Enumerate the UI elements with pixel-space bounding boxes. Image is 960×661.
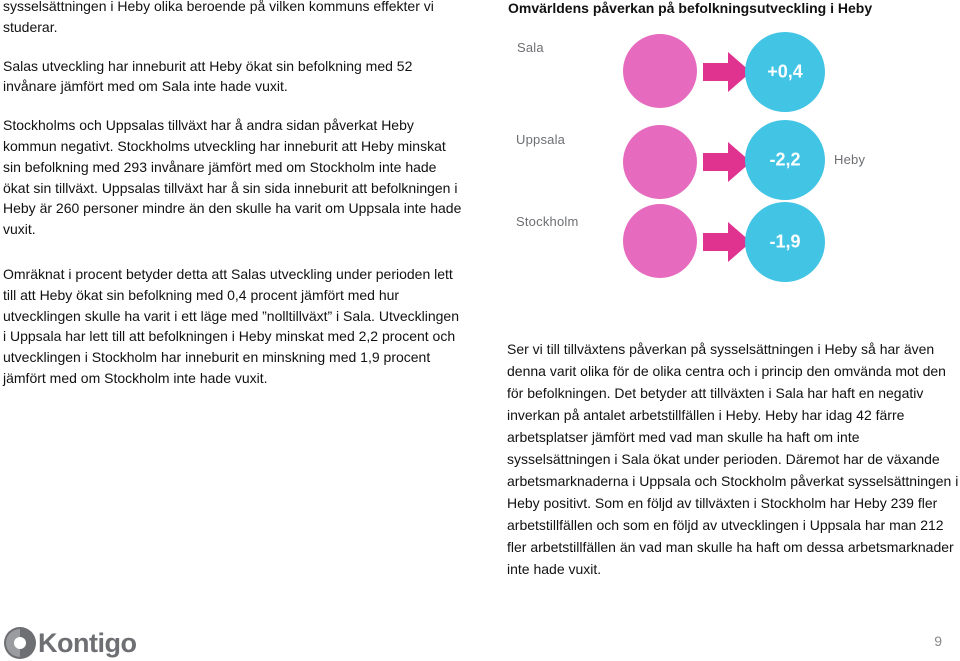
arrow-right-icon xyxy=(703,52,751,92)
influence-diagram xyxy=(507,24,960,281)
logo-text: Kontigo xyxy=(38,627,137,658)
page-number: 9 xyxy=(934,633,942,649)
kontigo-logo xyxy=(3,625,136,661)
label-heby: Heby xyxy=(834,152,866,167)
sala-effect-circle xyxy=(745,32,825,112)
sala-circle xyxy=(623,34,697,108)
paragraph-employment: Ser vi till tillväxtens påverkan på sysselsättningen i Heby så har även denna varit olika för de olika centra och i princip den omvända mot den för befolkningen. Det betyder att tillväxten i Sala har haft en negativ inverkan på antalet arbetstillfällen i Heby. Heby har idag 42 färre arbetsplatser jämfört med vad man skulle ha haft om inte sysselsättningen i Sala ökat under perioden. Däremot har de växande arbetsmarknaderna i Uppsala och Stockholm påverkat sysselsättningen i Heby positivt. Som en följd av tillväxten i Stockholm har Heby 239 fler arbetstillfällen och som en följd av utvecklingen i Uppsala har man 212 fler arbetstillfällen än vad man skulle ha haft om dessa arbetsmarknader inte hade vuxit. xyxy=(507,341,959,577)
label-sala: Sala xyxy=(517,40,544,55)
left-text-column xyxy=(3,0,463,389)
kontigo-logo-mark-icon xyxy=(3,626,37,660)
label-stockholm: Stockholm xyxy=(516,214,579,229)
arrow-right-icon xyxy=(703,142,751,182)
uppsala-effect-circle xyxy=(745,120,825,200)
sala-effect-value: +0,4 xyxy=(767,61,803,82)
paragraph-percent: Omräknat i procent betyder detta att Salas utveckling under perioden lett till att Heby ökat sin befolkning med 0,4 procent jämfört med hur utvecklingen skulle ha varit i ett läge med ”nolltillväxt” i Sala. Utvecklingen i Uppsala har lett till att befolkningen i Heby minskat med 2,2 procent och utvecklingen i Stockholm har inneburit en minskning med 1,9 procent jämfört med om Stockholm inte hade vuxit. xyxy=(3,265,459,386)
paragraph-stockholm-uppsala: Stockholms och Uppsalas tillväxt har å andra sidan påverkat Heby kommun negativt. Stockholms utveckling har inneburit att Heby minskat sin befolkning med 293 invånare jämfört med om Stockholm inte hade ökat sin tillväxt. Uppsalas tillväxt har å sin sida inneburit att befolkningen i Heby är 260 personer mindre än den skulle ha varit om Uppsala inte hade vuxit. xyxy=(3,117,462,238)
right-text-column xyxy=(507,338,959,580)
figure-title: Omvärldens påverkan på befolkningsutveckling i Heby xyxy=(508,0,873,16)
paragraph-intro-continued: sysselsättningen i Heby olika beroende på vilken kommuns effekter vi studerar. xyxy=(3,0,434,35)
stockholm-circle xyxy=(623,204,697,278)
stockholm-effect-value: -1,9 xyxy=(769,231,801,252)
uppsala-effect-value: -2,2 xyxy=(769,149,801,170)
paragraph-sala: Salas utveckling har inneburit att Heby ökat sin befolkning med 52 invånare jämfört med om Sala inte hade vuxit. xyxy=(3,57,413,95)
arrow-right-icon xyxy=(703,222,751,262)
uppsala-circle xyxy=(623,125,697,199)
stockholm-effect-circle xyxy=(745,202,825,282)
label-uppsala: Uppsala xyxy=(516,132,566,147)
